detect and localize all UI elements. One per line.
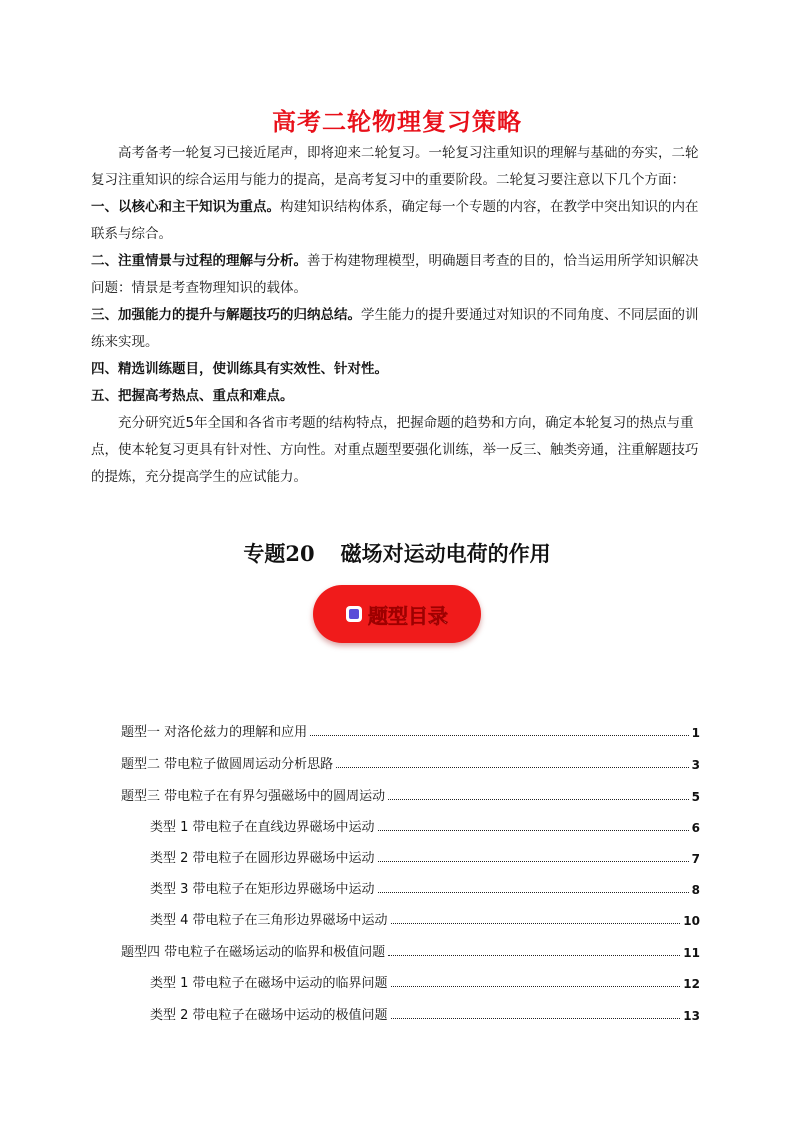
toc-leader: [378, 830, 689, 831]
page-title: 高考二轮物理复习策略: [272, 108, 522, 136]
toc-entry[interactable]: [121, 784, 700, 804]
toc-subentry[interactable]: [150, 846, 700, 866]
toc-subentry[interactable]: [150, 971, 700, 991]
point-text: 构建知识结构体系，确定每一个专题的内容，在教学中突出知识的内在联系与综合。: [91, 199, 699, 242]
toc-entry[interactable]: [121, 720, 700, 740]
toc-entry-label: 题型二 带电粒子做圆周运动分析思路: [121, 757, 334, 772]
toc-leader: [378, 892, 689, 893]
toc-entry-label: 类型 2 带电粒子在磁场中运动的极值问题: [150, 1008, 388, 1023]
toc-entry-label: 题型三 带电粒子在有界匀强磁场中的圆周运动: [121, 789, 386, 804]
toc-entry-page: 8: [691, 883, 700, 897]
topic-name: 磁场对运动电荷的作用: [340, 541, 551, 566]
toc-entry-page: 7: [691, 852, 700, 866]
toc-subentry[interactable]: [150, 1003, 700, 1023]
toc-leader: [391, 986, 681, 987]
toc-subentry[interactable]: [150, 815, 700, 835]
toc-leader: [336, 767, 689, 768]
topic-number: 专题20: [243, 541, 315, 566]
toc-entry[interactable]: [121, 752, 700, 772]
toc-entry-label: 类型 2 带电粒子在圆形边界磁场中运动: [150, 851, 375, 866]
toc-entry-page: 12: [683, 977, 700, 991]
toc-entry-label: 题型一 对洛伦兹力的理解和应用: [121, 725, 308, 740]
toc-leader: [391, 923, 681, 924]
toc-entry-page: 11: [683, 946, 700, 960]
toc-entry-label: 类型 1 带电粒子在直线边界磁场中运动: [150, 820, 375, 835]
catalog-icon: [346, 606, 362, 622]
toc-button[interactable]: [313, 585, 481, 643]
intro-point-4: [91, 356, 701, 383]
point-text: 学生能力的提升要通过对知识的不同角度、不同层面的训练来实现。: [91, 307, 699, 350]
toc-entry[interactable]: [121, 940, 700, 960]
toc-button-label: 题型目录: [368, 603, 448, 628]
point-heading: 一、以核心和主干知识为重点。: [91, 199, 280, 215]
toc-leader: [391, 1018, 681, 1019]
toc-entry-label: 类型 1 带电粒子在磁场中运动的临界问题: [150, 976, 388, 991]
point-text: 善于构建物理模型，明确题目考查的目的，恰当运用所学知识解决问题：情景是考查物理知识的载体。: [91, 253, 699, 296]
toc-entry-label: 题型四 带电粒子在磁场运动的临界和极值问题: [121, 945, 386, 960]
intro-point-2: [91, 248, 701, 302]
toc-entry-page: 3: [691, 758, 700, 772]
topic-title: [0, 538, 794, 568]
toc-entry-page: 1: [691, 726, 700, 740]
toc-entry-page: 10: [683, 914, 700, 928]
toc-leader: [310, 735, 689, 736]
point-heading: 五、把握高考热点、重点和难点。: [91, 388, 294, 404]
intro-section: [91, 140, 701, 491]
toc-entry-label: 类型 3 带电粒子在矩形边界磁场中运动: [150, 882, 375, 897]
toc-entry-page: 13: [683, 1009, 700, 1023]
intro-point-1: [91, 194, 701, 248]
toc-leader: [388, 799, 689, 800]
toc-leader: [378, 861, 689, 862]
intro-paragraph-2: 充分研究近5年全国和各省市考题的结构特点，把握命题的趋势和方向，确定本轮复习的热点与重点，使本轮复习更具有针对性、方向性。对重点题型要强化训练，举一反三、触类旁通，注重解题技巧的提炼，充分提高学生的应试能力。: [91, 415, 699, 485]
toc-subentry[interactable]: [150, 908, 700, 928]
toc-leader: [388, 955, 680, 956]
toc-entry-page: 5: [691, 790, 700, 804]
point-heading: 二、注重情景与过程的理解与分析。: [91, 253, 307, 269]
toc-entry-page: 6: [691, 821, 700, 835]
toc-entry-label: 类型 4 带电粒子在三角形边界磁场中运动: [150, 913, 388, 928]
intro-point-5: [91, 383, 701, 410]
point-heading: 四、精选训练题目，使训练具有实效性、针对性。: [91, 361, 388, 377]
intro-paragraph: 高考备考一轮复习已接近尾声，即将迎来二轮复习。一轮复习注重知识的理解与基础的夯实，二轮复习注重知识的综合运用与能力的提高，是高考复习中的重要阶段。二轮复习要注意以下几个方面：: [91, 145, 699, 188]
toc-subentry[interactable]: [150, 877, 700, 897]
intro-point-3: [91, 302, 701, 356]
point-heading: 三、加强能力的提升与解题技巧的归纳总结。: [91, 307, 361, 323]
